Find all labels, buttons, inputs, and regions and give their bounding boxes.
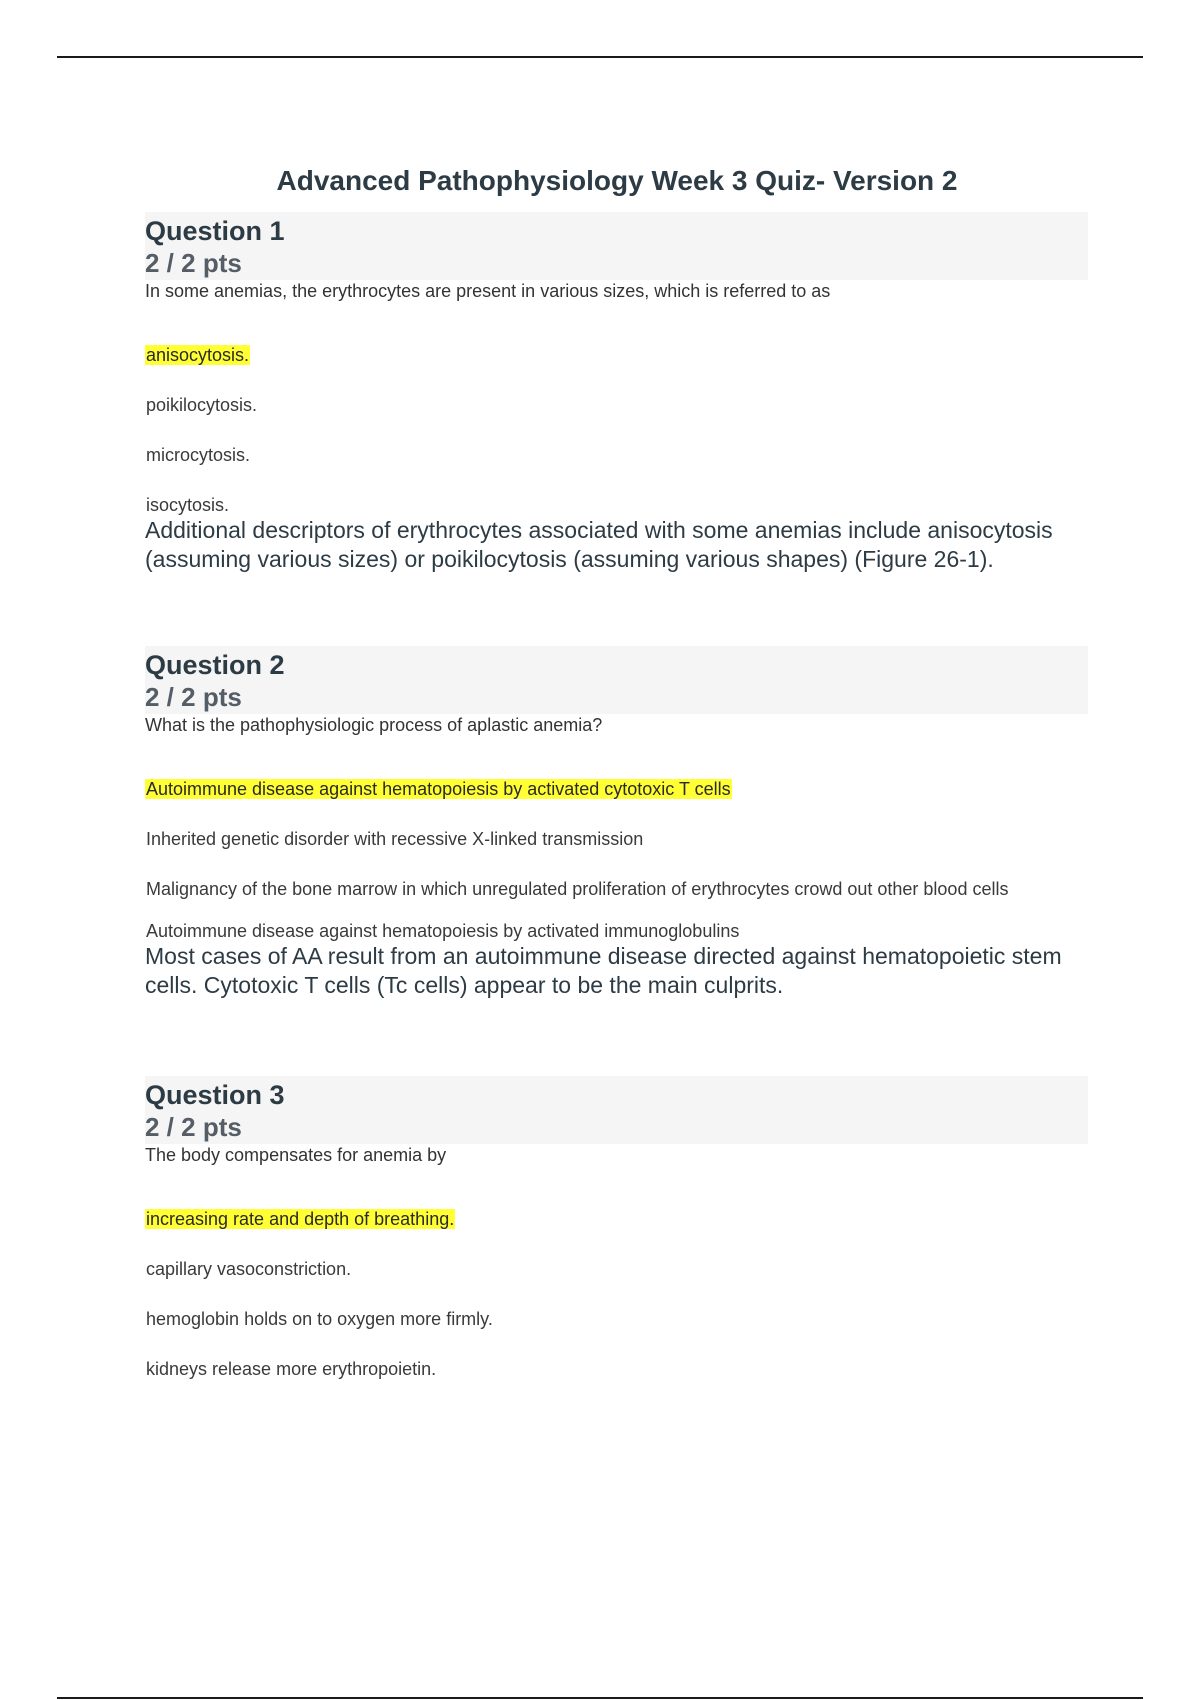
question-header: [145, 212, 1088, 280]
answer-option-correct[interactable]: [145, 344, 1088, 366]
answer-text: Autoimmune disease against hematopoiesis by activated cytotoxic T cells: [146, 779, 731, 799]
answer-option[interactable]: [145, 828, 1088, 850]
answer-option[interactable]: [145, 878, 1088, 900]
question-3: [145, 1076, 1088, 1380]
answer-text: Inherited genetic disorder with recessive X-linked transmission: [146, 829, 644, 849]
answer-option[interactable]: [145, 920, 1088, 942]
question-2: [145, 646, 1088, 1000]
question-prompt: In some anemias, the erythrocytes are present in various sizes, which is referred to as: [145, 281, 831, 301]
answer-option[interactable]: [145, 444, 1088, 466]
question-points: 2 / 2 pts: [145, 248, 242, 278]
answer-text: anisocytosis.: [146, 345, 250, 365]
answer-text: isocytosis.: [146, 495, 230, 515]
question-points: 2 / 2 pts: [145, 682, 242, 712]
answer-text: microcytosis.: [146, 445, 251, 465]
answer-text: Autoimmune disease against hematopoiesis by activated immunoglobulins: [146, 921, 740, 941]
answer-option[interactable]: [145, 394, 1088, 416]
answer-text: capillary vasoconstriction.: [146, 1259, 352, 1279]
answer-explanation: Most cases of AA result from an autoimmune disease directed against hematopoietic stem cells. Cytotoxic T cells (Tc cells) appear to be the main culprits.: [145, 943, 1062, 998]
question-title: Question 2: [145, 650, 285, 680]
question-points: 2 / 2 pts: [145, 1112, 242, 1142]
answer-text: Malignancy of the bone marrow in which unregulated proliferation of erythrocytes crowd out other blood cells: [146, 879, 1009, 899]
answer-list: [145, 778, 1088, 942]
question-title: Question 1: [145, 216, 285, 246]
answer-text: poikilocytosis.: [146, 395, 258, 415]
question-prompt: What is the pathophysiologic process of aplastic anemia?: [145, 715, 603, 735]
answer-option[interactable]: [145, 1258, 1088, 1280]
answer-option[interactable]: [145, 1308, 1088, 1330]
answer-text: hemoglobin holds on to oxygen more firmly.: [146, 1309, 493, 1329]
top-rule: [57, 56, 1143, 58]
answer-option[interactable]: [145, 494, 1088, 516]
question-prompt: The body compensates for anemia by: [145, 1145, 447, 1165]
answer-list: [145, 1208, 1088, 1380]
answer-option[interactable]: [145, 1358, 1088, 1380]
question-header: [145, 646, 1088, 714]
bottom-rule: [57, 1697, 1143, 1699]
answer-explanation: Additional descriptors of erythrocytes associated with some anemias include anisocytosis (assuming various sizes) or poikilocytosis (assuming various shapes) (Figure 26-1).: [145, 517, 1053, 572]
question-1: [145, 212, 1088, 574]
page-title: Advanced Pathophysiology Week 3 Quiz- Version 2: [276, 164, 958, 196]
answer-list: [145, 344, 1088, 516]
answer-text: increasing rate and depth of breathing.: [146, 1209, 455, 1229]
question-header: [145, 1076, 1088, 1144]
answer-option-correct[interactable]: [145, 778, 1088, 800]
question-title: Question 3: [145, 1080, 285, 1110]
answer-text: kidneys release more erythropoietin.: [146, 1359, 437, 1379]
answer-option-correct[interactable]: [145, 1208, 1088, 1230]
